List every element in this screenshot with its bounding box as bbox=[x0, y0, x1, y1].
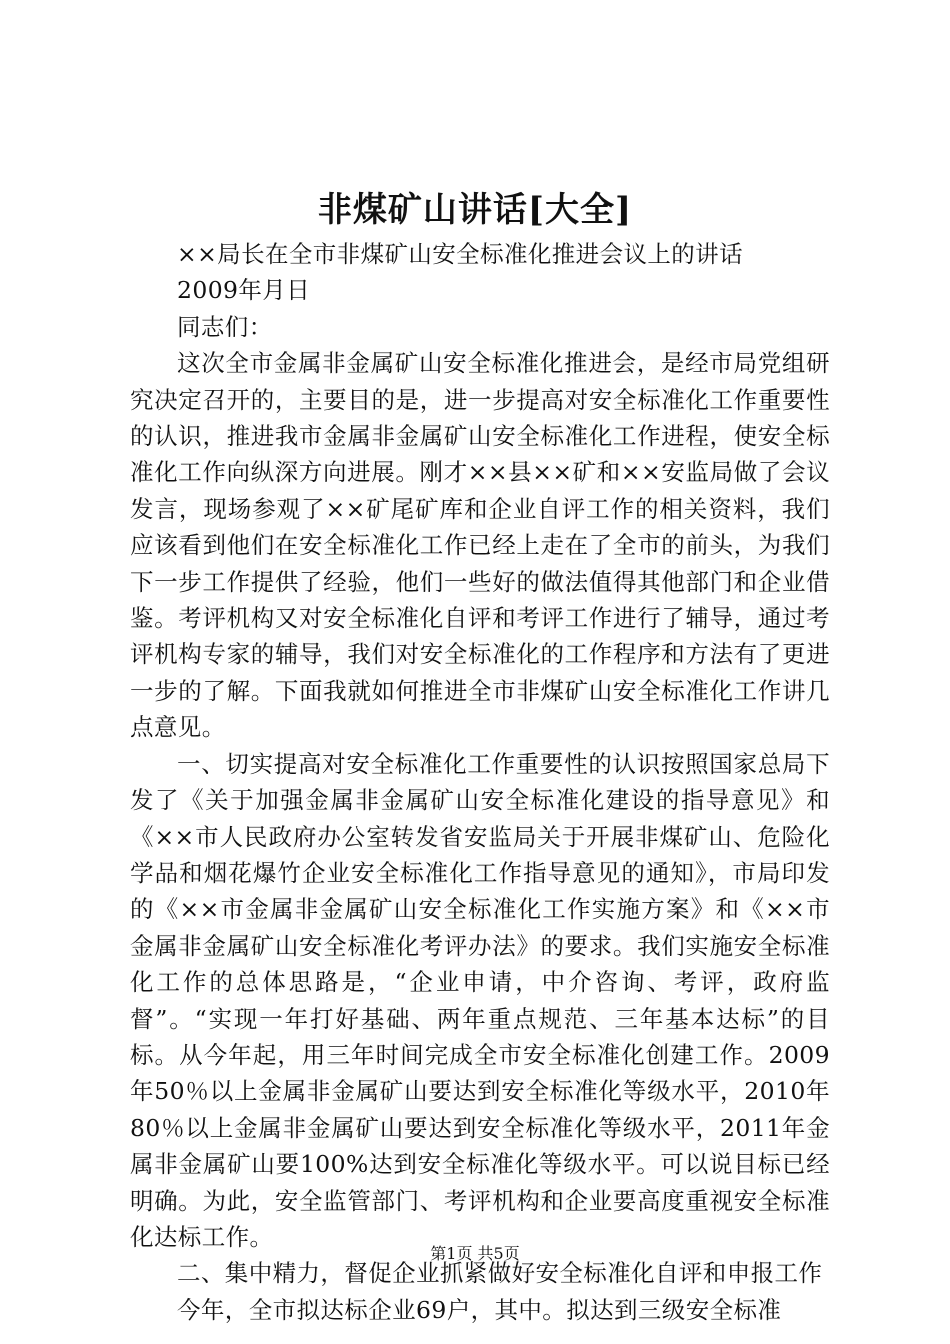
paragraph-intro: 这次全市金属非金属矿山安全标准化推进会，是经市局党组研究决定召开的，主要目的是，进一步提高对安全标准化工作重要性的认识，推进我市金属非金属矿山安全标准化工作进程，使安全标准化工作向纵深方向进展。刚才××县××矿和××安监局做了会议发言，现场参观了××矿尾矿库和企业自评工作的相关资料，我们应该看到他们在安全标准化工作已经上走在了全市的前头，为我们下一步工作提供了经验，他们一些好的做法值得其他部门和企业借鉴。考评机构又对安全标准化自评和考评工作进行了辅导，通过考评机构专家的辅导，我们对安全标准化的工作程序和方法有了更进一步的了解。下面我就如何推进全市非煤矿山安全标准化工作讲几点意见。 bbox=[130, 349, 830, 742]
salutation: 同志们： bbox=[177, 312, 273, 341]
speech-heading: ××局长在全市非煤矿山安全标准化推进会议上的讲话 bbox=[177, 240, 743, 268]
paragraph-section-1: 一、切实提高对安全标准化工作重要性的认识按照国家总局下发了《关于加强金属非金属矿山安全标准化建设的指导意见》和《××市人民政府办公室转发省安监局关于开展非煤矿山、危险化学品和烟花爆竹企业安全标准化工作指导意见的通知》，市局印发的《××市金属非金属矿山安全标准化工作实施方案》和《××市金属非金属矿山安全标准化考评办法》的要求。我们实施安全标准化工作的总体思路是，“企业申请，中介咨询、考评，政府监督”。“实现一年打好基础、两年重点规范、三年基本达标”的目标。从今年起，用三年时间完成全市安全标准化创建工作。2009年50％以上金属非金属矿山要达到安全标准化等级水平，2010年80％以上金属非金属矿山要达到安全标准化等级水平，2011年金属非金属矿山要100%达到安全标准化等级水平。可以说目标已经明确。为此，安全监管部门、考评机构和企业要高度重视安全标准化达标工作。 bbox=[130, 749, 830, 1251]
document-title: 非煤矿山讲话[大全] bbox=[317, 190, 633, 230]
page-number-footer: 第1页 共5页 bbox=[430, 1244, 520, 1263]
section-2-heading: 二、集中精力，督促企业抓紧做好安全标准化自评和申报工作 bbox=[177, 1259, 823, 1288]
paragraph-section-2: 今年，全市拟达标企业69户，其中。拟达到三级安全标准 bbox=[177, 1295, 782, 1324]
document-body bbox=[130, 236, 830, 1328]
speech-date: 2009年月日 bbox=[177, 276, 311, 305]
